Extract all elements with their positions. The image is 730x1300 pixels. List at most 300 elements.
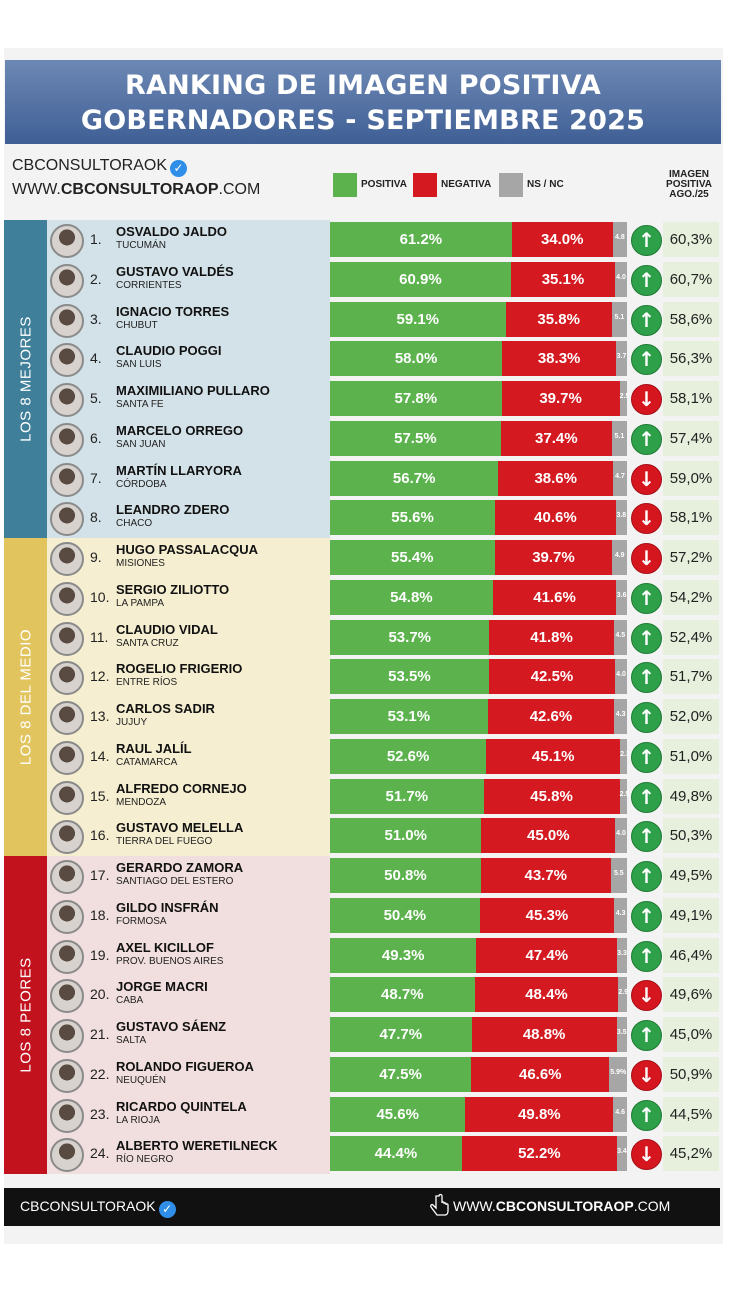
previous-positive: 54,2% (663, 580, 719, 615)
previous-positive: 51,0% (663, 739, 719, 774)
governor-row (0, 816, 730, 855)
arrow-up-icon: ↑ (631, 1020, 662, 1051)
arrow-up-icon: ↑ (631, 1100, 662, 1131)
arrow-up-icon: ↑ (631, 623, 662, 654)
label-positive: 55.4% (390, 549, 434, 566)
previous-header-l3: AGO./25 (669, 189, 709, 200)
label-negative: 37.4% (535, 429, 578, 447)
governor-name: HUGO PASSALACQUA (116, 542, 259, 557)
stacked-bar (330, 222, 627, 257)
bar-positive (330, 699, 488, 734)
bar-negative (506, 302, 612, 337)
governor-name: RAUL JALÍL (116, 740, 192, 756)
bar-positive (330, 779, 484, 814)
previous-header (658, 170, 720, 200)
governor-row (0, 260, 730, 299)
governor-name: GUSTAVO MELELLA (116, 820, 244, 836)
previous-positive: 57,2% (663, 540, 719, 575)
rank-number: 22. (90, 1065, 110, 1082)
footer-handle-text: CBCONSULTORAOK (20, 1198, 156, 1214)
province-name: CHACO (116, 518, 153, 530)
legend-positive-label: POSITIVA (361, 179, 407, 190)
label-nsnc: 2.5 (619, 790, 630, 798)
rank-number: 23. (90, 1105, 110, 1122)
label-positive: 44.4% (374, 1145, 418, 1163)
bar-negative (465, 1097, 613, 1132)
arrow-up-icon: ↑ (631, 702, 662, 733)
governor-row (0, 220, 730, 259)
bar-negative (489, 620, 613, 655)
previous-positive: 52,0% (663, 699, 719, 734)
group-label-2: LOS 8 DEL MEDIO (17, 628, 34, 766)
bar-negative (511, 262, 615, 297)
label-nsnc: 2.5 (619, 393, 630, 400)
group-label-1: LOS 8 MEJORES (17, 316, 34, 442)
province-name: FORMOSA (116, 915, 167, 927)
bar-negative (501, 421, 612, 456)
bar-negative (486, 739, 620, 774)
bar-negative (502, 341, 616, 376)
governor-row (0, 777, 730, 816)
avatar (50, 224, 84, 258)
label-negative: 43.7% (524, 867, 568, 884)
bar-negative (489, 659, 615, 694)
label-negative: 48.4% (525, 986, 568, 1004)
bar-nsnc (612, 302, 627, 337)
bar-negative (498, 461, 613, 496)
footer-site-prefix: WWW. (453, 1198, 496, 1214)
label-nsnc: 2.9 (618, 989, 629, 997)
legend-negative-swatch (413, 173, 437, 197)
province-name: LA RIOJA (116, 1114, 160, 1126)
bar-positive (330, 302, 506, 337)
rank-number: 9. (90, 549, 102, 565)
verified-badge-icon: ✓ (170, 160, 187, 177)
bar-nsnc (614, 620, 627, 655)
bar-nsnc (612, 540, 627, 575)
avatar (50, 622, 84, 656)
bar-positive (330, 341, 502, 376)
previous-positive: 49,6% (663, 977, 719, 1012)
stacked-bar (330, 620, 627, 655)
label-positive: 61.2% (399, 231, 443, 248)
governor-row (0, 975, 730, 1014)
previous-positive: 56,3% (663, 341, 719, 376)
province-name: SALTA (116, 1035, 147, 1046)
brand-site-suffix: .COM (218, 181, 261, 198)
stacked-bar (330, 818, 627, 853)
label-negative: 38.6% (534, 469, 577, 487)
province-name: SAN LUIS (116, 359, 162, 371)
label-positive: 48.7% (381, 986, 424, 1004)
footer-site-bold: CBCONSULTORAOP (495, 1198, 634, 1214)
governor-row (0, 498, 730, 537)
arrow-up-icon: ↑ (631, 225, 662, 256)
governor-name: JORGE MACRI (116, 979, 208, 995)
footer-handle (20, 1198, 176, 1218)
bar-negative (472, 1017, 617, 1052)
title-line-1: RANKING DE IMAGEN POSITIVA (125, 70, 601, 101)
governor-name: RICARDO QUINTELA (116, 1098, 247, 1114)
governor-name: SERGIO ZILIOTTO (116, 581, 230, 597)
governor-name: OSVALDO JALDO (116, 224, 227, 239)
arrow-up-icon: ↑ (631, 583, 662, 614)
label-nsnc: 3.5 (616, 1029, 627, 1036)
label-negative: 35.8% (537, 310, 580, 328)
avatar (50, 741, 84, 775)
label-negative: 45.0% (527, 827, 570, 845)
pointer-hand-icon (429, 1194, 449, 1220)
label-positive: 50.8% (384, 867, 427, 884)
governor-row (0, 459, 730, 498)
stacked-bar (330, 540, 627, 575)
label-negative: 38.3% (537, 350, 581, 368)
label-nsnc: 5.9% (610, 1068, 627, 1076)
footer-website[interactable] (453, 1198, 670, 1214)
bar-positive (330, 818, 481, 853)
governor-row (0, 697, 730, 736)
stacked-bar (330, 1097, 627, 1132)
label-positive: 53.5% (388, 668, 431, 686)
rank-number: 1. (90, 231, 102, 247)
governor-row (0, 1015, 730, 1054)
brand-website[interactable] (12, 181, 260, 199)
arrow-up-icon: ↑ (631, 344, 662, 375)
rank-number: 7. (90, 469, 102, 486)
bar-nsnc (614, 699, 627, 734)
label-nsnc: 4.9 (614, 552, 625, 559)
legend-nsnc-label: NS / NC (527, 179, 564, 190)
bar-negative (484, 779, 620, 814)
province-name: LA PAMPA (116, 597, 164, 609)
stacked-bar (330, 779, 630, 814)
avatar (50, 860, 84, 894)
label-negative: 41.6% (533, 588, 576, 606)
bar-nsnc (617, 1136, 627, 1171)
label-negative: 40.6% (534, 509, 577, 527)
label-nsnc: 5.1 (614, 432, 625, 440)
bar-positive (330, 1017, 472, 1052)
bar-negative (471, 1057, 609, 1092)
bar-nsnc (615, 262, 627, 297)
footer-site-suffix: .COM (633, 1198, 671, 1214)
brand-site-prefix: WWW. (12, 181, 61, 198)
label-nsnc: 4.3 (615, 909, 626, 917)
governor-row (0, 1134, 730, 1173)
governor-row (0, 379, 730, 418)
label-negative: 52.2% (518, 1145, 561, 1163)
label-positive: 53.7% (388, 628, 432, 646)
label-nsnc: 3.3 (617, 949, 627, 957)
avatar (50, 979, 84, 1013)
rank-number: 21. (90, 1026, 110, 1042)
avatar (50, 542, 84, 576)
label-negative: 39.7% (539, 390, 582, 407)
bar-positive (330, 421, 501, 456)
bar-positive (330, 858, 481, 893)
label-negative: 34.0% (540, 231, 584, 248)
avatar (50, 661, 84, 695)
stacked-bar (330, 898, 627, 933)
bar-nsnc (618, 977, 627, 1012)
arrow-down-icon: ↓ (631, 503, 662, 534)
governor-row (0, 737, 730, 776)
previous-positive: 44,5% (663, 1097, 719, 1132)
governor-row (0, 578, 730, 617)
province-name: CATAMARCA (116, 756, 178, 768)
previous-positive: 58,1% (663, 500, 719, 535)
stacked-bar (330, 461, 627, 496)
governor-name: GILDO INSFRÁN (116, 899, 219, 915)
arrow-up-icon: ↑ (631, 662, 662, 693)
governor-name: CLAUDIO VIDAL (116, 621, 218, 637)
governor-name: ALBERTO WERETILNECK (116, 1138, 278, 1154)
province-name: CHUBUT (116, 319, 158, 331)
label-negative: 47.4% (525, 946, 569, 964)
avatar (50, 423, 84, 457)
bar-nsnc (613, 222, 627, 257)
previous-positive: 45,0% (663, 1017, 719, 1052)
governor-row (0, 419, 730, 458)
arrow-up-icon: ↑ (631, 424, 662, 455)
rank-number: 12. (90, 668, 110, 685)
label-nsnc: 4.3 (615, 711, 626, 718)
governor-name: ROGELIO FRIGERIO (116, 661, 243, 677)
rank-number: 20. (90, 986, 110, 1003)
label-nsnc: 3.4 (617, 1148, 627, 1156)
bar-negative (502, 381, 620, 416)
avatar (50, 463, 84, 497)
rank-number: 2. (90, 270, 102, 287)
legend-negative-label: NEGATIVA (441, 179, 492, 190)
previous-header-l1: IMAGEN (669, 169, 709, 180)
governor-name: MAXIMILIANO PULLARO (116, 383, 270, 398)
label-positive: 51.0% (384, 827, 427, 845)
bar-negative (495, 500, 616, 535)
bar-nsnc (617, 938, 627, 973)
governor-row (0, 300, 730, 339)
previous-positive: 58,1% (663, 381, 719, 416)
stacked-bar (330, 302, 627, 337)
label-nsnc: 4.0 (616, 830, 626, 838)
avatar (50, 1099, 84, 1133)
label-positive: 57.8% (394, 390, 438, 407)
bar-nsnc (616, 341, 627, 376)
label-nsnc: 3.7 (616, 353, 627, 361)
previous-positive: 45,2% (663, 1136, 719, 1171)
previous-positive: 46,4% (663, 938, 719, 973)
arrow-down-icon: ↓ (631, 1139, 662, 1170)
label-positive: 45.6% (376, 1105, 419, 1123)
governor-name: MARCELO ORREGO (116, 422, 244, 438)
bar-positive (330, 938, 476, 973)
label-negative: 45.8% (530, 787, 573, 805)
bar-nsnc (613, 461, 627, 496)
province-name: SANTIAGO DEL ESTERO (116, 876, 234, 887)
previous-positive: 50,3% (663, 818, 719, 853)
brand-site-bold: CBCONSULTORAOP (60, 181, 219, 198)
bar-positive (330, 461, 498, 496)
bar-positive (330, 659, 489, 694)
bar-nsnc (615, 818, 627, 853)
arrow-up-icon: ↑ (631, 265, 662, 296)
label-positive: 55.6% (391, 509, 434, 527)
rank-number: 4. (90, 350, 102, 367)
bar-nsnc (619, 779, 630, 814)
previous-positive: 52,4% (663, 620, 719, 655)
avatar (50, 582, 84, 616)
arrow-down-icon: ↓ (631, 980, 662, 1011)
label-nsnc: 4.6 (615, 1108, 626, 1116)
bar-nsnc (612, 421, 627, 456)
bar-negative (481, 858, 611, 893)
footer-verified-badge-icon: ✓ (159, 1201, 176, 1218)
stacked-bar (330, 977, 627, 1012)
governor-name: CLAUDIO POGGI (116, 343, 222, 359)
province-name: TIERRA DEL FUEGO (116, 836, 213, 848)
label-negative: 42.6% (529, 708, 573, 725)
province-name: ENTRE RÍOS (116, 677, 178, 689)
governor-name: LEANDRO ZDERO (116, 502, 230, 518)
stacked-bar (330, 1057, 627, 1092)
stacked-bar (330, 421, 627, 456)
bar-positive (330, 1057, 471, 1092)
bar-nsnc (617, 1017, 627, 1052)
governor-name: ALFREDO CORNEJO (116, 780, 247, 796)
previous-header-l2: POSITIVA (666, 179, 712, 190)
previous-positive: 49,8% (663, 779, 719, 814)
label-positive: 50.4% (383, 906, 427, 924)
bar-positive (330, 540, 495, 575)
label-positive: 57.5% (394, 429, 437, 447)
group-label-3: LOS 8 PEORES (17, 957, 34, 1073)
arrow-up-icon: ↑ (631, 782, 662, 813)
avatar (50, 900, 84, 934)
bar-nsnc (615, 659, 627, 694)
province-name: JUJUY (116, 717, 148, 728)
province-name: SANTA CRUZ (116, 637, 179, 649)
label-nsnc: 3.6 (616, 591, 627, 599)
label-positive: 60.9% (399, 270, 442, 288)
bar-negative (475, 977, 619, 1012)
avatar (50, 820, 84, 854)
brand-handle-text: CBCONSULTORAOK (12, 157, 167, 174)
bar-nsnc (619, 381, 630, 416)
avatar (50, 1138, 84, 1172)
rank-number: 15. (90, 787, 110, 804)
label-negative: 35.1% (541, 270, 585, 288)
governor-row (0, 657, 730, 696)
bar-nsnc (616, 580, 627, 615)
avatar (50, 940, 84, 974)
label-positive: 54.8% (390, 588, 433, 606)
label-positive: 52.6% (386, 747, 430, 765)
province-name: SAN JUAN (116, 438, 166, 450)
arrow-down-icon: ↓ (631, 1060, 662, 1091)
bar-negative (493, 580, 617, 615)
arrow-up-icon: ↑ (631, 742, 662, 773)
label-negative: 46.6% (518, 1065, 562, 1083)
governor-name: GUSTAVO VALDÉS (116, 263, 234, 279)
previous-positive: 50,9% (663, 1057, 719, 1092)
province-name: MISIONES (116, 558, 165, 569)
previous-positive: 49,5% (663, 858, 719, 893)
label-negative: 42.5% (530, 668, 574, 686)
bar-negative (481, 818, 615, 853)
previous-positive: 58,6% (663, 302, 719, 337)
rank-number: 17. (90, 867, 110, 883)
bar-negative (462, 1136, 617, 1171)
rank-number: 16. (90, 827, 110, 844)
label-positive: 47.7% (379, 1026, 423, 1043)
label-nsnc: 4.0 (616, 273, 626, 281)
bar-positive (330, 222, 512, 257)
previous-positive: 51,7% (663, 659, 719, 694)
province-name: CABA (116, 995, 144, 1007)
bar-negative (512, 222, 613, 257)
province-name: NEUQUÉN (116, 1074, 167, 1086)
title-line-2: GOBERNADORES - SEPTIEMBRE 2025 (80, 105, 646, 136)
rank-number: 11. (90, 628, 109, 645)
bar-positive (330, 580, 493, 615)
label-nsnc: 5.1 (614, 313, 625, 321)
bar-positive (330, 620, 489, 655)
governor-row (0, 856, 730, 895)
governor-row (0, 1055, 730, 1094)
rank-number: 10. (90, 588, 110, 605)
label-nsnc: 5.5 (613, 870, 624, 877)
governor-name: MARTÍN LLARYORA (116, 462, 242, 478)
stacked-bar (330, 699, 627, 734)
stacked-bar (330, 580, 627, 615)
arrow-up-icon: ↑ (631, 941, 662, 972)
label-positive: 51.7% (385, 787, 429, 805)
bar-positive (330, 1136, 462, 1171)
bar-positive (330, 500, 495, 535)
bar-positive (330, 1097, 465, 1132)
stacked-bar (330, 1136, 627, 1171)
avatar (50, 383, 84, 417)
rank-number: 19. (90, 946, 110, 963)
label-nsnc: 4.8 (614, 234, 625, 241)
label-positive: 56.7% (392, 469, 436, 487)
rank-number: 13. (90, 708, 110, 724)
bar-nsnc (620, 739, 630, 774)
governor-name: CARLOS SADIR (116, 701, 215, 716)
governor-row (0, 618, 730, 657)
province-name: SANTA FE (116, 399, 164, 410)
label-positive: 47.5% (379, 1065, 422, 1083)
label-positive: 53.1% (387, 708, 431, 725)
arrow-down-icon: ↓ (631, 464, 662, 495)
brand-handle (12, 157, 187, 177)
bar-negative (480, 898, 615, 933)
rank-number: 3. (90, 310, 102, 327)
label-negative: 48.8% (522, 1026, 566, 1043)
bar-positive (330, 739, 486, 774)
bar-negative (488, 699, 615, 734)
stacked-bar (330, 341, 627, 376)
stacked-bar (330, 262, 627, 297)
previous-positive: 49,1% (663, 898, 719, 933)
previous-positive: 60,7% (663, 262, 719, 297)
previous-positive: 59,0% (663, 461, 719, 496)
bar-positive (330, 898, 480, 933)
label-negative: 39.7% (532, 549, 575, 566)
arrow-up-icon: ↑ (631, 821, 662, 852)
avatar (50, 304, 84, 338)
arrow-up-icon: ↑ (631, 861, 662, 892)
